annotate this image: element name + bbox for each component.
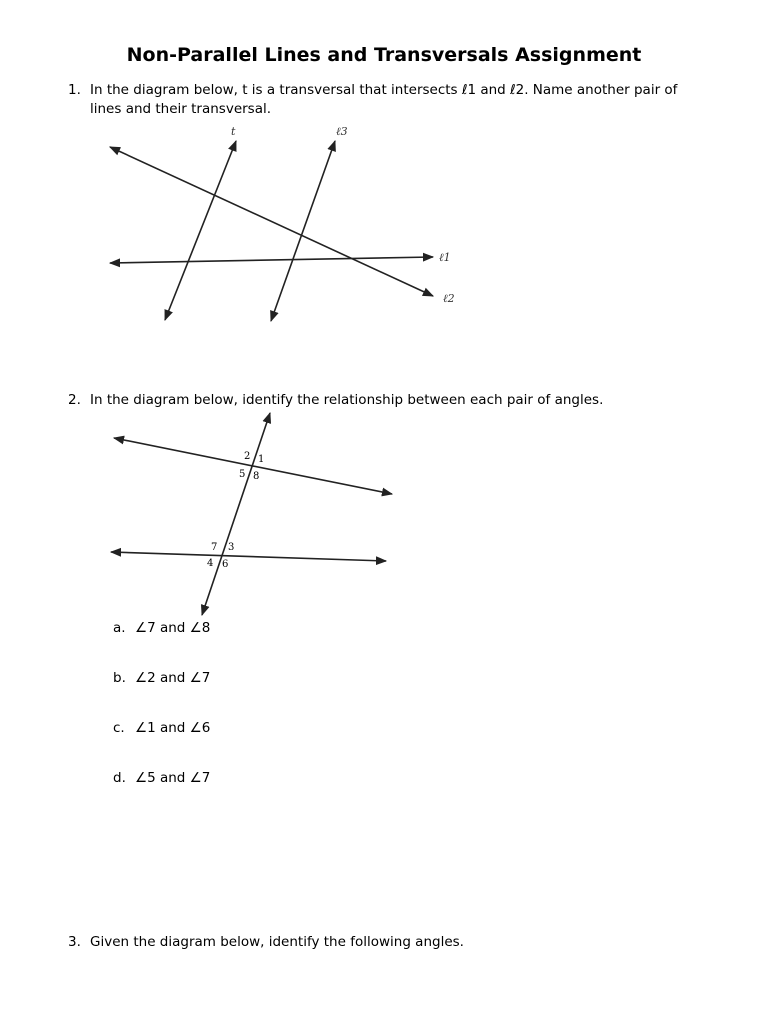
question-2-item-a <box>113 620 210 636</box>
label-l2: ℓ2 <box>443 292 455 305</box>
question-2-item-d <box>113 770 210 786</box>
item-text: ∠1 and ∠6 <box>135 720 211 736</box>
question-1-text: In the diagram below, t is a transversal that intersects ℓ1 and ℓ2. Name another pair of lines and their transversal. <box>90 82 678 117</box>
question-2-number: 2. <box>68 392 81 408</box>
question-2-text: In the diagram below, identify the relationship between each pair of angles. <box>90 392 604 408</box>
transversal-line <box>202 413 270 615</box>
transversal-diagram-1 <box>95 124 460 329</box>
line-l1 <box>110 257 433 263</box>
question-2-item-b <box>113 670 210 686</box>
label-l1: ℓ1 <box>439 251 451 264</box>
line-l2 <box>110 147 433 296</box>
bottom-line <box>111 552 386 561</box>
question-3 <box>68 933 708 952</box>
question-3-number: 3. <box>68 934 81 950</box>
transversal-diagram-2 <box>108 410 408 618</box>
question-3-text: Given the diagram below, identify the following angles. <box>90 934 464 950</box>
angle-label-4: 4 <box>207 558 214 569</box>
item-text: ∠2 and ∠7 <box>135 670 211 686</box>
line-t <box>165 141 236 320</box>
label-l3: ℓ3 <box>336 125 348 138</box>
item-letter: d. <box>113 770 126 786</box>
label-t: t <box>231 125 236 138</box>
angle-label-2: 2 <box>244 451 251 462</box>
line-l3 <box>271 141 335 321</box>
item-letter: c. <box>113 720 125 736</box>
angle-label-5: 5 <box>239 469 246 480</box>
page-title: Non-Parallel Lines and Transversals Assignment <box>126 44 642 66</box>
question-1-number: 1. <box>68 82 81 98</box>
transversal-diagram-1-svg <box>95 124 460 329</box>
transversal-diagram-2-svg <box>108 410 408 618</box>
question-2 <box>68 391 708 410</box>
angle-label-6: 6 <box>222 559 229 570</box>
angle-label-7: 7 <box>211 542 218 553</box>
question-2-item-c <box>113 720 210 736</box>
question-1 <box>68 81 708 119</box>
item-letter: b. <box>113 670 126 686</box>
item-text: ∠5 and ∠7 <box>135 770 211 786</box>
item-text: ∠7 and ∠8 <box>135 620 211 636</box>
angle-label-3: 3 <box>228 542 235 553</box>
angle-label-8: 8 <box>253 471 260 482</box>
angle-label-1: 1 <box>258 454 265 465</box>
item-letter: a. <box>113 620 126 636</box>
